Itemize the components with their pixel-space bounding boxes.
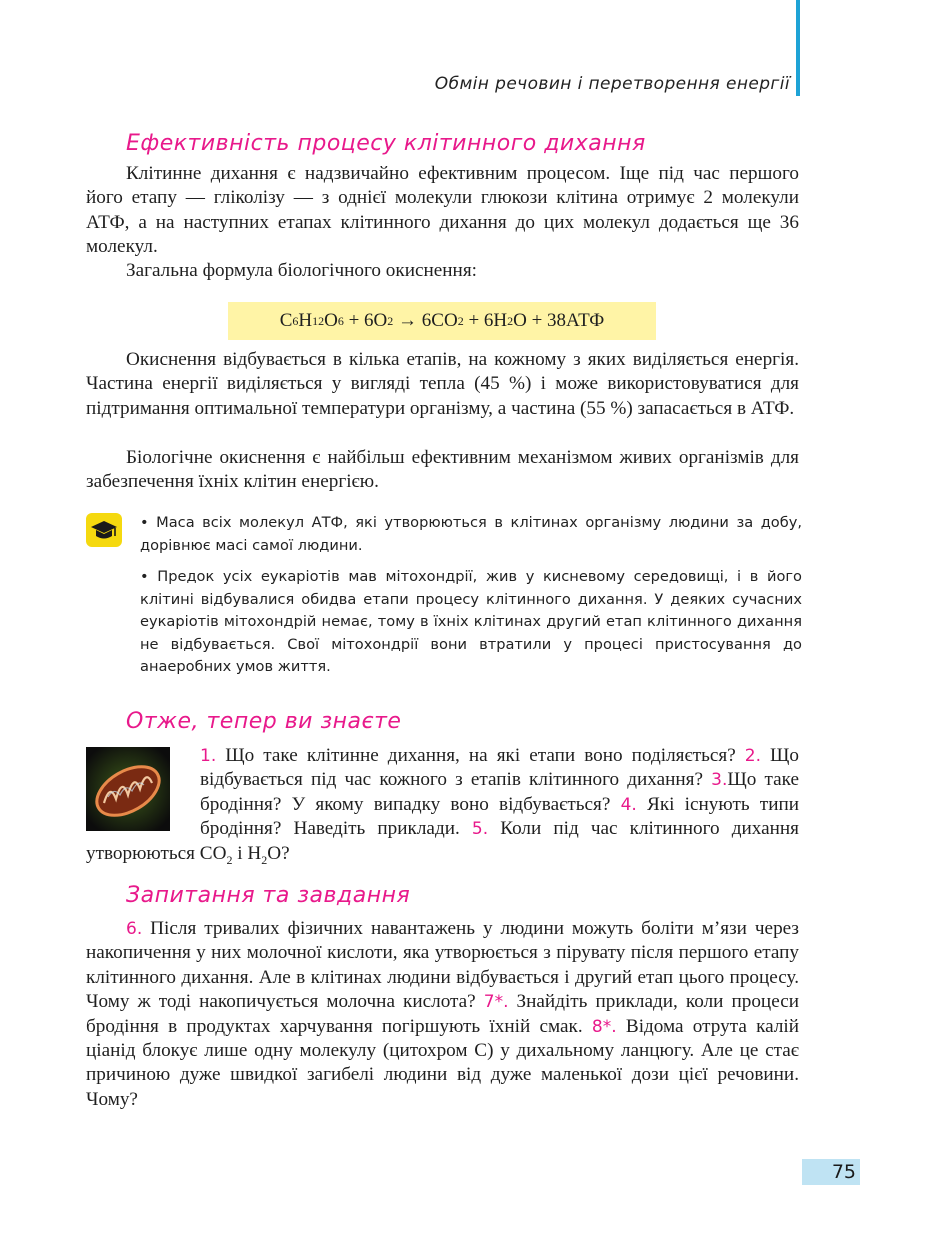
page-number: 75 [802, 1159, 860, 1185]
paragraph-efficiency: Клітинне дихання є надзвичайно ефективним процесом. Іще під час першого його етапу — гліколізу — з однієї молекули глюкози клітина отримує 2 молекули АТФ, а на наступних етапах клітинного дихання до цих молекул додається ще 36 молекул. [86, 163, 799, 258]
paragraph-biological-oxidation: Біологічне окиснення є найбільш ефективним механізмом живих організмів для забезпечення їхніх клітин енергією. [86, 447, 799, 493]
graduation-cap-icon [86, 513, 122, 547]
summary-questions: 1. Що таке клітинне дихання, на які етапи воно поділяється? 2. Що відбувається під час кожного з етапів клітинного дихання? 3.Що таке бродіння? У якому випадку воно відбувається? 4. Які існують типи бродіння? Наведіть приклади. 5. Коли під час клітинного дихання утворюються $CO_2$ і $H_2O$? [86, 745, 800, 867]
page-edge-rule [796, 0, 800, 96]
oxidation-formula: C 6 H 12 O 6 + 6O 2 → 6CO 2 + 6H 2 O + 38АТФ [228, 302, 656, 340]
paragraph-oxidation-stages: Окиснення відбувається в кілька етапів, на кожному з яких виділяється енергія. Частина енергії виділяється у вигляді тепла (45 %) і може використовуватися для підтримання оптимальної температури організму, а частина (55 %) запасається в АТФ. [86, 349, 799, 419]
running-header: Обмін речовин і перетворення енергії [434, 74, 790, 94]
section-title-tasks: Запитання та завдання [126, 883, 411, 908]
tasks-paragraph: 6. Після тривалих фізичних навантажень у людини можуть боліти м’язи через накопичення у них молочної кислоти, яка утворюється з пірувату після першого етапу клітинного дихання. Але в клітинах людини відбувається і другий етап цього процесу. Чому ж тоді накопичується молочна кислота? 7*. Знайдіть приклади, коли процеси бродіння в продуктах харчування погіршують їхній смак. 8*. Відома отрута калій ціанід блокує лише одну молекулу (цитохром C) у дихальному ланцюгу. Але це стає причиною дуже швидкої загибелі людини від дуже маленької дози цієї речовини. Чому? [86, 918, 799, 1110]
section-title-efficiency: Ефективність процесу клітинного дихання [126, 131, 646, 156]
paragraph-formula-intro: Загальна формула біологічного окиснення: [126, 260, 477, 281]
section-title-summary: Отже, тепер ви знаєте [126, 709, 402, 734]
fact-eukaryote-ancestor: • Предок усіх еукаріотів мав мітохондрії, жив у кисневому середовищі, і в його клітині відбувалися обидва етапи процесу клітинного дихання. У деяких сучасних еукаріотів мітохондрій немає, тому в їхніх клітинах другий етап клітинного дихання не відбувається. Свої мітохондрії вони втратили у процесі пристосування до анаеробних умов життя. [140, 568, 802, 675]
fact-atp-mass: • Маса всіх молекул АТФ, які утворюються в клітинах організму людини за добу, дорівнює масі самої людини. [140, 514, 802, 554]
